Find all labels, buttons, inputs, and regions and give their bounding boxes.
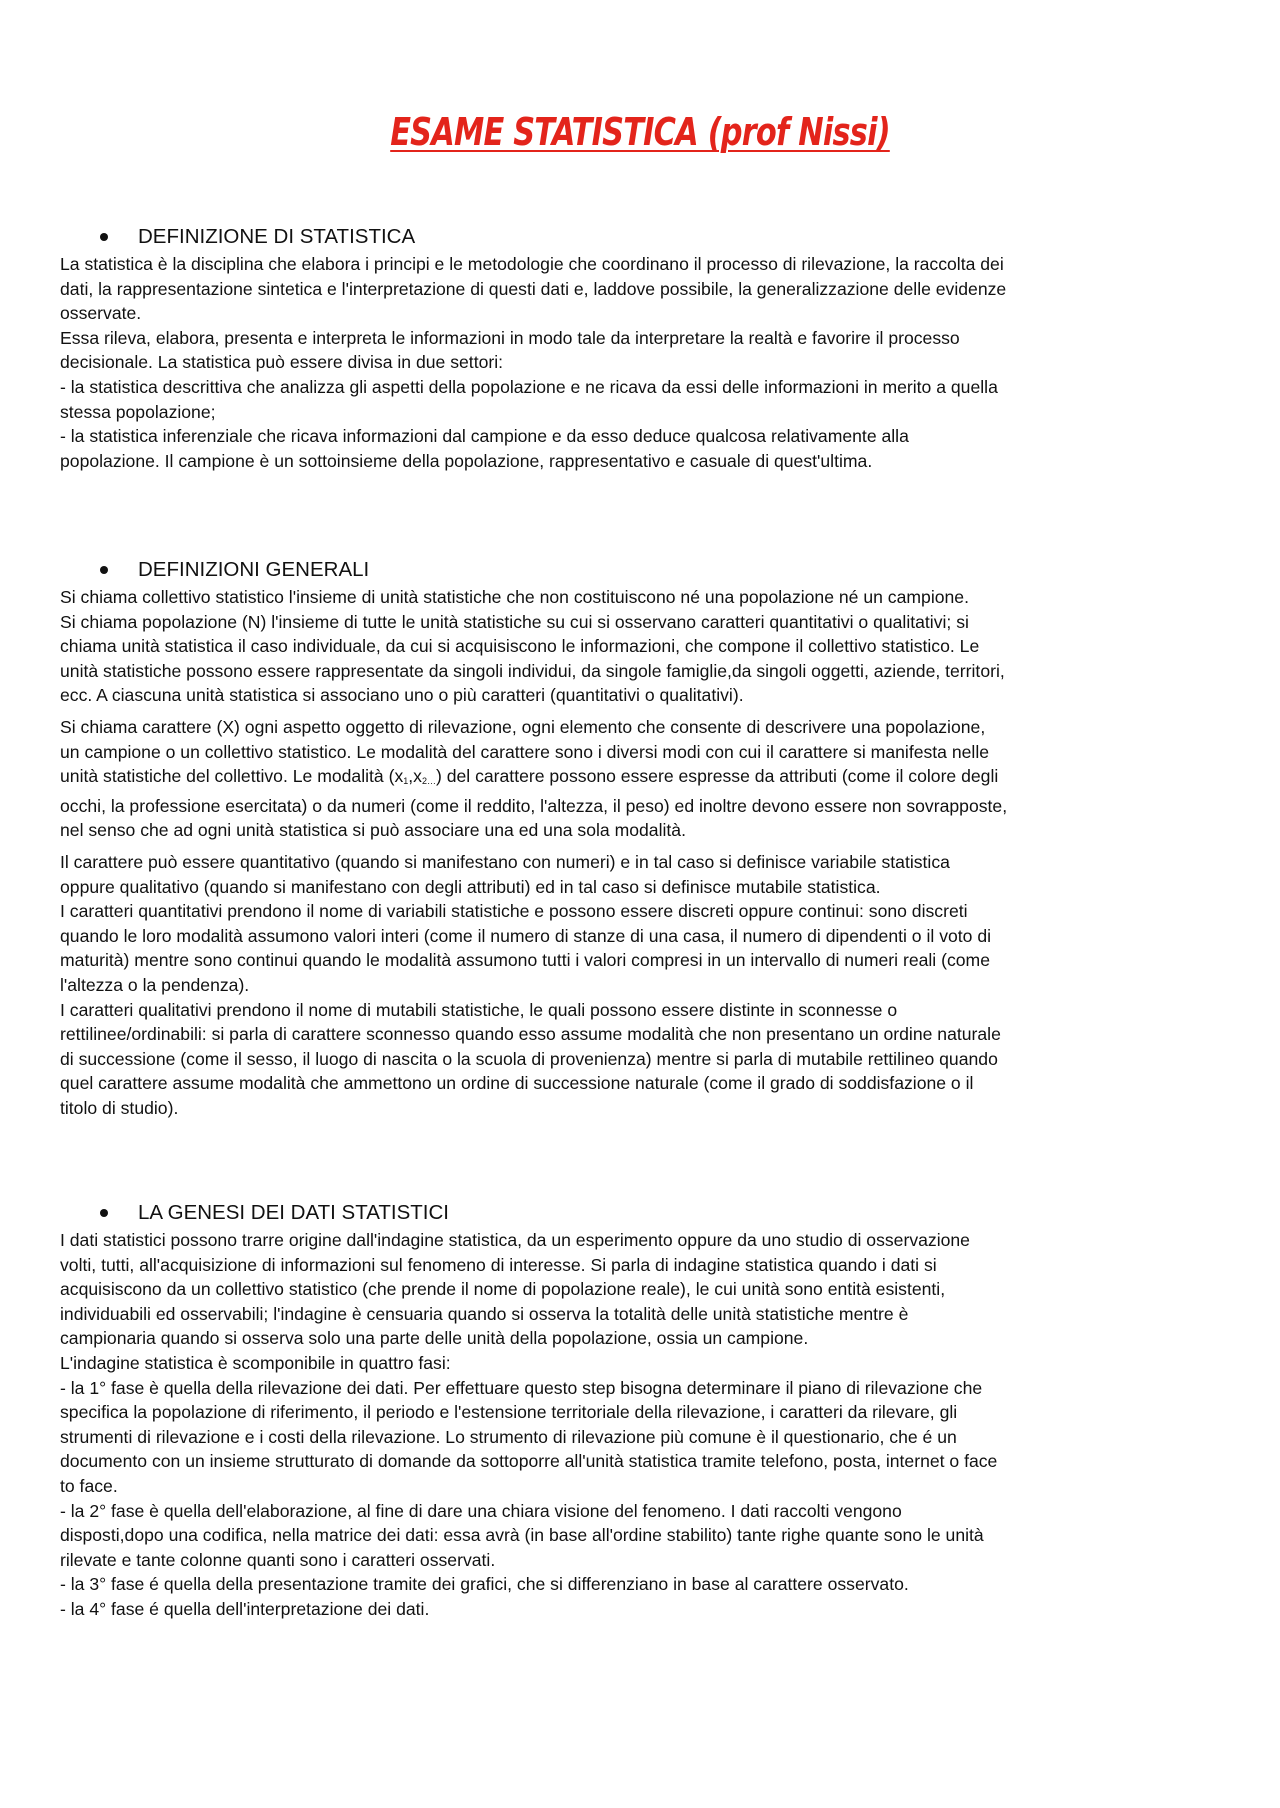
text-line: - la 1° fase è quella della rilevazione dei dati. Per effettuare questo step bisogna determinare il piano di rilevazione che (60, 1377, 983, 1398)
bullet-icon (100, 566, 108, 574)
text-line: occhi, la professione esercitata) o da numeri (come il reddito, l'altezza, il peso) ed inoltre devono essere non sovrapposte, (60, 795, 1008, 816)
subscript: 1 (403, 776, 409, 787)
text-line: - la 4° fase é quella dell'interpretazione dei dati. (60, 1598, 430, 1619)
paragraph (60, 850, 1225, 1121)
text-line: individuabili ed osservabili; l'indagine è censuaria quando si osserva la totalità delle unità statistiche mentre è (60, 1303, 909, 1324)
bullet-icon (100, 233, 108, 241)
section-heading-text: LA GENESI DEI DATI STATISTICI (138, 1201, 449, 1224)
document-title: ESAME STATISTICA (prof Nissi) (390, 110, 890, 154)
text-line: chiama unità statistica il caso individuale, da cui si acquisiscono le informazioni, che compone il collettivo statistico. Le (60, 636, 980, 657)
text-fragment: ,x (408, 766, 422, 787)
section-heading (100, 222, 1225, 252)
text-line: specifica la popolazione di riferimento, il periodo e l'estensione territoriale della rilevazione, i caratteri da rilevare, gli (60, 1402, 958, 1423)
section-heading (100, 555, 1225, 585)
text-line: Si chiama carattere (X) ogni aspetto oggetto di rilevazione, ogni elemento che consente di descrivere una popolazione, (60, 716, 986, 737)
text-line: - la statistica descrittiva che analizza gli aspetti della popolazione e ne ricava da essi delle informazioni in merito a quella (60, 376, 998, 397)
section-genesi-dei-dati (60, 1198, 1225, 1622)
text-line: quando le loro modalità assumono valori interi (come il numero di stanze di una casa, il numero di dipendenti o il voto di (60, 925, 992, 946)
subscript: 2… (421, 776, 436, 787)
text-line: l'altezza o la pendenza). (60, 974, 250, 995)
text-line: titolo di studio). (60, 1097, 179, 1118)
text-line: - la 3° fase é quella della presentazione tramite dei grafici, che si differenziano in base al carattere osservato. (60, 1574, 909, 1595)
text-line: osservate. (60, 303, 142, 324)
text-line: Si chiama popolazione (N) l'insieme di tutte le unità statistiche su cui si osservano caratteri quantitativi o qualitativi; si (60, 611, 969, 632)
text-line: ecc. A ciascuna unità statistica si associano uno o più caratteri (quantitativi o qualitativi). (60, 685, 744, 706)
text-line: I dati statistici possono trarre origine dall'indagine statistica, da un esperimento oppure da uno studio di osservazione (60, 1230, 970, 1250)
text-line-modalita (60, 764, 1225, 794)
paragraph (60, 1228, 1225, 1622)
bullet-icon (100, 1209, 108, 1217)
text-line: maturità) mentre sono continui quando le modalità assumono tutti i valori compresi in un intervallo di numeri reali (come (60, 950, 990, 971)
text-line: strumenti di rilevazione e i costi della rilevazione. Lo strumento di rilevazione più comune è il questionario, che é un (60, 1426, 957, 1447)
text-line: nel senso che ad ogni unità statistica si può associare una ed una sola modalità. (60, 820, 686, 841)
text-fragment: ) del carattere possono essere espresse da attributi (come il colore degli (435, 766, 999, 787)
section-heading-text: DEFINIZIONE DI STATISTICA (138, 225, 416, 248)
text-line: - la statistica inferenziale che ricava informazioni dal campione e da esso deduce qualcosa relativamente alla (60, 426, 909, 447)
text-line: di successione (come il sesso, il luogo di nascita o la scuola di provenienza) mentre si parla di mutabile rettilineo quando (60, 1048, 998, 1069)
text-line: oppure qualitativo (quando si manifestano con degli attributi) ed in tal caso si definisce mutabile statistica. (60, 876, 881, 897)
text-line: I caratteri quantitativi prendono il nome di variabili statistiche e possono essere discreti oppure continui: sono discreti (60, 901, 968, 922)
text-line: - la 2° fase è quella dell'elaborazione, al fine di dare una chiara visione del fenomeno. I dati raccolti vengono (60, 1500, 902, 1521)
text-line: campionaria quando si osserva solo una parte delle unità della popolazione, ossia un campione. (60, 1328, 809, 1349)
text-line: popolazione. Il campione è un sottoinsieme della popolazione, rappresentativo e casuale di quest'ultima. (60, 450, 873, 471)
section-definizioni-generali (60, 555, 1225, 1120)
text-line: stessa popolazione; (60, 401, 216, 422)
text-line: rettilinee/ordinabili: si parla di carattere sconnesso quando esso assume modalità che non presentano un ordine naturale (60, 1024, 1001, 1045)
text-line: volti, tutti, all'acquisizione di informazioni sul fenomeno di interesse. Si parla di indagine statistica quando i dati si (60, 1254, 937, 1275)
text-line: disposti,dopo una codifica, nella matrice dei dati: essa avrà (in base all'ordine stabilito) tante righe quante sono le unità (60, 1525, 984, 1546)
text-line: acquisiscono da un collettivo statistico (che prende il nome di popolazione reale), le cui unità sono entità esistenti, (60, 1279, 946, 1300)
text-line: to face. (60, 1475, 118, 1496)
paragraph (60, 585, 1225, 708)
text-line: unità statistiche possono essere rappresentate da singoli individui, da singole famiglie,da singoli oggetti, aziende, territori, (60, 660, 1005, 681)
text-fragment: unità statistiche del collettivo. Le modalità (x (60, 766, 404, 787)
text-line: Si chiama collettivo statistico l'insieme di unità statistiche che non costituiscono né una popolazione né un campione. (60, 587, 969, 607)
paragraph (60, 715, 1225, 843)
text-line: un campione o un collettivo statistico. Le modalità del carattere sono i diversi modi con cui il carattere si manifesta nelle (60, 741, 990, 762)
text-line: rilevate e tante colonne quanti sono i caratteri osservati. (60, 1549, 496, 1570)
text-line: quel carattere assume modalità che ammettono un ordine di successione naturale (come il grado di soddisfazione o il (60, 1073, 974, 1094)
section-definizione-di-statistica (60, 222, 1225, 473)
text-line: Essa rileva, elabora, presenta e interpreta le informazioni in modo tale da interpretare la realtà e favorire il processo (60, 327, 960, 348)
section-heading (100, 1198, 1225, 1228)
text-line: Il carattere può essere quantitativo (quando si manifestano con numeri) e in tal caso si definisce variabile statistica (60, 851, 950, 872)
section-heading-text: DEFINIZIONI GENERALI (138, 558, 370, 581)
text-line: decisionale. La statistica può essere divisa in due settori: (60, 352, 504, 373)
text-line: dati, la rappresentazione sintetica e l'interpretazione di questi dati e, laddove possibile, la generalizzazione delle evidenze (60, 278, 1007, 299)
text-line: L'indagine statistica è scomponibile in quattro fasi: (60, 1352, 451, 1373)
paragraph (60, 252, 1225, 473)
text-line: I caratteri qualitativi prendono il nome di mutabili statistiche, le quali possono essere distinte in sconnesse o (60, 999, 898, 1020)
text-line: La statistica è la disciplina che elabora i principi e le metodologie che coordinano il processo di rilevazione, la raccolta dei (60, 254, 1004, 274)
text-line: documento con un insieme strutturato di domande da sottoporre all'unità statistica tramite telefono, posta, internet o face (60, 1451, 998, 1472)
